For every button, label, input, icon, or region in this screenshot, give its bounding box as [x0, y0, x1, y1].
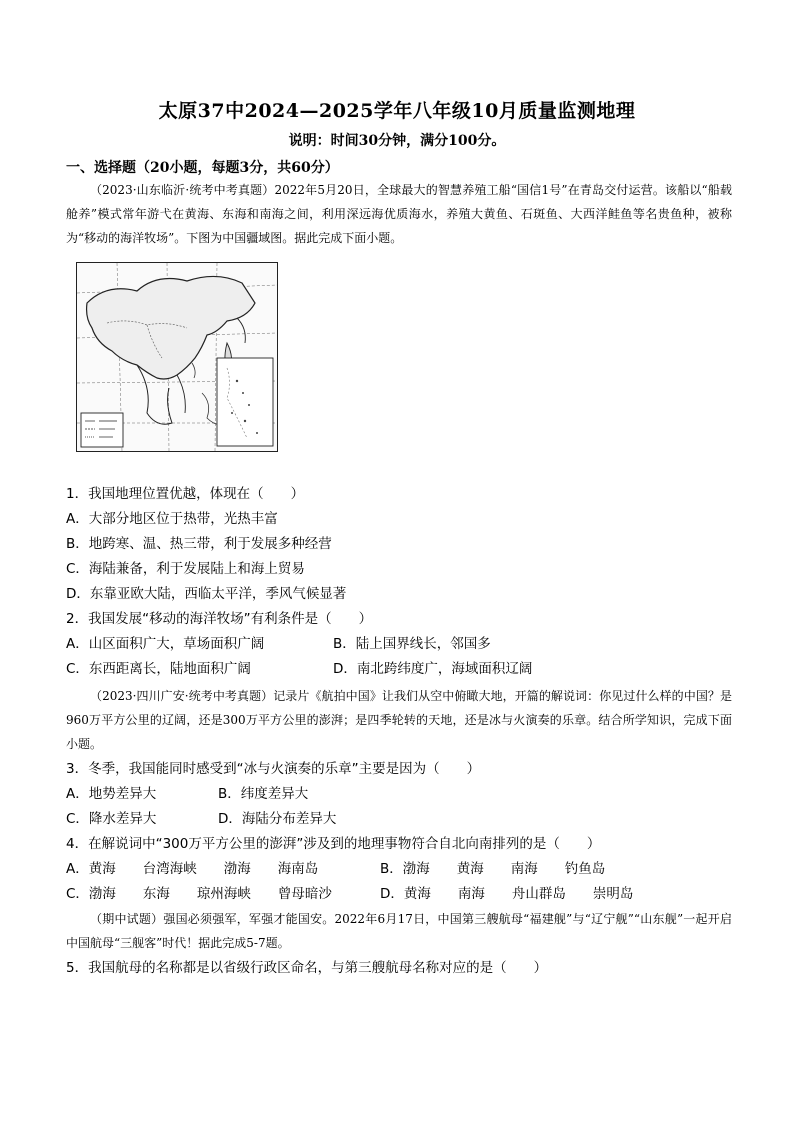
- q3-option-c[interactable]: C．降水差异大: [66, 811, 157, 827]
- q4-option-a[interactable]: A．黄海 台湾海峡 渤海 海南岛: [66, 861, 319, 877]
- china-territory-map-icon: [76, 262, 278, 452]
- question-2-stem: 2．我国发展“移动的海洋牧场”有利条件是（ ）: [66, 611, 373, 627]
- material-intro-1: （2023·山东临沂·统考中考真题）2022年5月20日，全球最大的智慧养殖工船“国信1号”在青岛交付运营。该船以“船载舱养”模式常年游弋在黄海、东海和南海之间，利用深远海优质海水，养殖大黄鱼、石斑鱼、大西洋鲑鱼等名贵鱼种，被称为“移动的海洋牧场”。下图为中国疆域图。据此完成下面小题。: [66, 183, 732, 245]
- question-4-stem: 4．在解说词中“300万平方公里的澎湃”涉及到的地理事物符合自北向南排列的是（ ）: [66, 836, 601, 852]
- exam-instructions: 说明：时间30分钟，满分100分。: [288, 133, 506, 149]
- question-5-stem: 5．我国航母的名称都是以省级行政区命名，与第三艘航母名称对应的是（ ）: [66, 960, 548, 976]
- q1-option-d[interactable]: D．东靠亚欧大陆，西临太平洋，季风气候显著: [66, 586, 347, 602]
- material-intro-3: （期中试题）强国必须强军，军强才能国安。2022年6月17日，中国第三艘航母“福建舰”与“辽宁舰”“山东舰”一起开启中国航母“三舰客”时代！据此完成5-7题。: [66, 912, 732, 950]
- q4-option-d[interactable]: D．黄海 南海 舟山群岛 崇明岛: [380, 886, 634, 902]
- q3-option-d[interactable]: D．海陆分布差异大: [218, 811, 337, 827]
- q2-option-c[interactable]: C．东西距离长，陆地面积广阔: [66, 661, 251, 677]
- question-1-stem: 1．我国地理位置优越，体现在（ ）: [66, 486, 305, 502]
- q1-option-a[interactable]: A．大部分地区位于热带，光热丰富: [66, 511, 278, 527]
- q3-option-a[interactable]: A．地势差异大: [66, 786, 157, 802]
- q1-option-c[interactable]: C．海陆兼备，利于发展陆上和海上贸易: [66, 561, 305, 577]
- q2-option-b[interactable]: B．陆上国界线长，邻国多: [333, 636, 491, 652]
- question-3-stem: 3．冬季，我国能同时感受到“冰与火演奏的乐章”主要是因为（ ）: [66, 761, 481, 777]
- q4-option-b[interactable]: B．渤海 黄海 南海 钓鱼岛: [380, 861, 606, 877]
- q3-option-b[interactable]: B．纬度差异大: [218, 786, 309, 802]
- q1-option-b[interactable]: B．地跨寒、温、热三带，利于发展多种经营: [66, 536, 332, 552]
- q4-option-c[interactable]: C．渤海 东海 琼州海峡 曾母暗沙: [66, 886, 332, 902]
- q2-option-d[interactable]: D．南北跨纬度广，海域面积辽阔: [333, 661, 533, 677]
- section-heading: 一、选择题（20小题，每题3分，共60分）: [66, 160, 339, 176]
- material-intro-2: （2023·四川广安·统考中考真题）记录片《航拍中国》让我们从空中俯瞰大地，开篇的解说词：你见过什么样的中国？是960万平方公里的辽阔，还是300万平方公里的澎湃；是四季轮转的天地，还是冰与火演奏的乐章。结合所学知识，完成下面小题。: [66, 689, 732, 751]
- page-title: 太原37中2024—2025学年八年级10月质量监测地理: [158, 100, 636, 122]
- q2-option-a[interactable]: A．山区面积广大，草场面积广阔: [66, 636, 265, 652]
